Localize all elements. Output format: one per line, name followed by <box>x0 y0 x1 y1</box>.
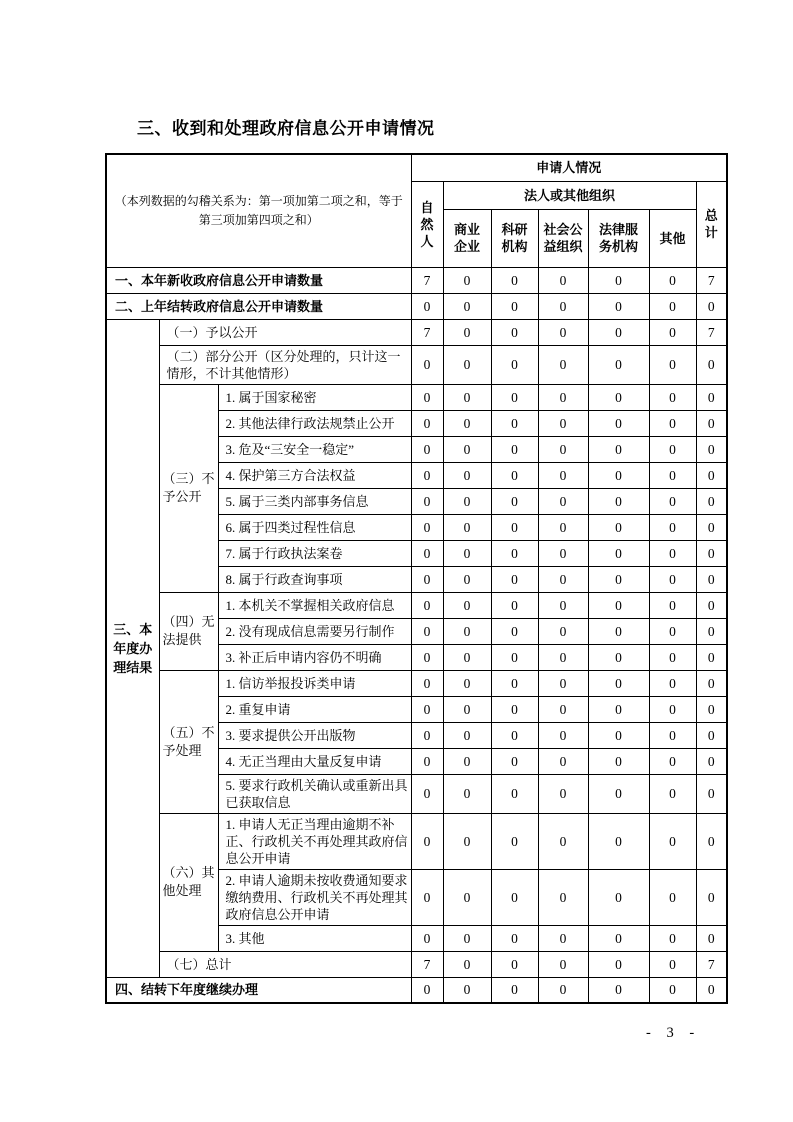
value-cell: 0 <box>588 722 649 748</box>
value-cell: 0 <box>649 977 696 1003</box>
col-header-research-label: 科研机构 <box>501 222 528 254</box>
value-cell: 0 <box>491 813 538 869</box>
value-cell: 0 <box>588 293 649 319</box>
value-cell: 0 <box>411 618 443 644</box>
table-note: （本列数据的勾稽关系为：第一项加第二项之和，等于第三项加第四项之和） <box>106 154 411 267</box>
value-cell: 0 <box>491 925 538 951</box>
item-label: 5. 属于三类内部事务信息 <box>218 488 411 514</box>
value-cell: 0 <box>538 293 588 319</box>
value-cell: 0 <box>588 462 649 488</box>
col-header-legal-org: 法人或其他组织 <box>443 181 696 209</box>
value-cell: 0 <box>491 592 538 618</box>
value-cell: 0 <box>538 436 588 462</box>
value-cell: 0 <box>443 696 491 722</box>
value-cell: 0 <box>649 540 696 566</box>
item-label: 1. 属于国家秘密 <box>218 384 411 410</box>
value-cell: 0 <box>649 696 696 722</box>
value-cell: 0 <box>443 644 491 670</box>
value-cell: 0 <box>491 540 538 566</box>
item-label: 8. 属于行政查询事项 <box>218 566 411 592</box>
value-cell: 0 <box>538 951 588 977</box>
value-cell: 0 <box>538 566 588 592</box>
table-row <box>106 592 727 618</box>
value-cell: 0 <box>443 869 491 925</box>
col-header-commercial-label: 商业企业 <box>453 222 480 254</box>
value-cell: 0 <box>696 462 727 488</box>
table-row <box>106 813 727 869</box>
value-cell: 0 <box>649 514 696 540</box>
value-cell: 0 <box>443 319 491 345</box>
col-header-commercial <box>443 209 491 267</box>
value-cell: 0 <box>588 670 649 696</box>
value-cell: 0 <box>696 488 727 514</box>
col-header-natural-person-label: 自然人 <box>420 199 434 249</box>
item-label: 4. 保护第三方合法权益 <box>218 462 411 488</box>
value-cell: 0 <box>411 813 443 869</box>
value-cell: 0 <box>588 869 649 925</box>
value-cell: 0 <box>538 618 588 644</box>
value-cell: 0 <box>491 566 538 592</box>
value-cell: 0 <box>649 319 696 345</box>
value-cell: 0 <box>588 267 649 293</box>
value-cell: 0 <box>649 774 696 813</box>
value-cell: 0 <box>696 644 727 670</box>
col-header-other: 其他 <box>649 209 696 267</box>
value-cell: 0 <box>538 410 588 436</box>
value-cell: 0 <box>649 813 696 869</box>
value-cell: 0 <box>649 748 696 774</box>
value-cell: 0 <box>443 813 491 869</box>
value-cell: 0 <box>588 748 649 774</box>
value-cell: 0 <box>588 540 649 566</box>
value-cell: 0 <box>491 618 538 644</box>
item-label: 3. 其他 <box>218 925 411 951</box>
value-cell: 7 <box>411 951 443 977</box>
value-cell: 0 <box>491 670 538 696</box>
value-cell: 0 <box>443 951 491 977</box>
value-cell: 0 <box>649 618 696 644</box>
value-cell: 0 <box>443 540 491 566</box>
value-cell: 0 <box>696 869 727 925</box>
value-cell: 0 <box>538 592 588 618</box>
value-cell: 0 <box>491 722 538 748</box>
value-cell: 0 <box>491 774 538 813</box>
value-cell: 0 <box>588 345 649 384</box>
value-cell: 0 <box>443 410 491 436</box>
group-label-results: 三、本年度办理结果 <box>106 319 159 977</box>
value-cell: 0 <box>696 514 727 540</box>
value-cell: 0 <box>443 345 491 384</box>
row-label-new-requests: 一、本年新收政府信息公开申请数量 <box>106 267 411 293</box>
col-header-natural-person <box>411 181 443 267</box>
value-cell: 0 <box>443 670 491 696</box>
value-cell: 0 <box>491 869 538 925</box>
value-cell: 0 <box>696 384 727 410</box>
value-cell: 0 <box>696 592 727 618</box>
value-cell: 0 <box>443 722 491 748</box>
value-cell: 0 <box>443 436 491 462</box>
item-label: 3. 危及“三安全一稳定” <box>218 436 411 462</box>
col-header-legal-service <box>588 209 649 267</box>
value-cell: 0 <box>538 813 588 869</box>
item-label: 2. 其他法律行政法规禁止公开 <box>218 410 411 436</box>
col-header-total-label: 总计 <box>704 208 718 240</box>
col-header-public-welfare <box>538 209 588 267</box>
value-cell: 0 <box>443 514 491 540</box>
value-cell: 0 <box>649 592 696 618</box>
value-cell: 0 <box>411 462 443 488</box>
info-request-table <box>105 153 728 1004</box>
value-cell: 0 <box>538 540 588 566</box>
value-cell: 0 <box>696 748 727 774</box>
value-cell: 0 <box>443 293 491 319</box>
value-cell: 0 <box>538 345 588 384</box>
value-cell: 0 <box>411 977 443 1003</box>
row-label-carryover-next: 四、结转下年度继续办理 <box>106 977 411 1003</box>
value-cell: 0 <box>588 592 649 618</box>
table-row <box>106 293 727 319</box>
value-cell: 0 <box>538 748 588 774</box>
value-cell: 0 <box>538 644 588 670</box>
value-cell: 0 <box>491 514 538 540</box>
value-cell: 0 <box>649 345 696 384</box>
value-cell: 0 <box>696 540 727 566</box>
item-label: 6. 属于四类过程性信息 <box>218 514 411 540</box>
value-cell: 0 <box>538 670 588 696</box>
section-label-s5: （五）不予处理 <box>159 670 218 813</box>
value-cell: 0 <box>538 267 588 293</box>
value-cell: 0 <box>588 566 649 592</box>
value-cell: 0 <box>588 774 649 813</box>
value-cell: 0 <box>443 267 491 293</box>
value-cell: 0 <box>696 293 727 319</box>
value-cell: 0 <box>443 774 491 813</box>
value-cell: 7 <box>696 951 727 977</box>
item-label: 2. 申请人逾期未按收费通知要求缴纳费用、行政机关不再处理其政府信息公开申请 <box>218 869 411 925</box>
value-cell: 0 <box>491 345 538 384</box>
value-cell: 0 <box>696 722 727 748</box>
item-label: 3. 补正后申请内容仍不明确 <box>218 644 411 670</box>
value-cell: 0 <box>696 436 727 462</box>
section-label-s7: （七）总计 <box>159 951 411 977</box>
value-cell: 0 <box>491 644 538 670</box>
value-cell: 0 <box>411 345 443 384</box>
value-cell: 0 <box>538 514 588 540</box>
value-cell: 7 <box>411 319 443 345</box>
value-cell: 0 <box>588 696 649 722</box>
value-cell: 0 <box>696 618 727 644</box>
table-row <box>106 977 727 1003</box>
value-cell: 0 <box>649 267 696 293</box>
value-cell: 0 <box>696 696 727 722</box>
value-cell: 0 <box>649 462 696 488</box>
item-label: 2. 重复申请 <box>218 696 411 722</box>
table-row <box>106 384 727 410</box>
value-cell: 0 <box>538 384 588 410</box>
value-cell: 0 <box>491 951 538 977</box>
value-cell: 0 <box>411 696 443 722</box>
value-cell: 0 <box>588 514 649 540</box>
value-cell: 0 <box>411 722 443 748</box>
table-row <box>106 319 727 345</box>
item-label: 3. 要求提供公开出版物 <box>218 722 411 748</box>
row-label-carryover-prev: 二、上年结转政府信息公开申请数量 <box>106 293 411 319</box>
value-cell: 0 <box>538 925 588 951</box>
value-cell: 0 <box>411 540 443 566</box>
value-cell: 0 <box>411 774 443 813</box>
value-cell: 0 <box>443 488 491 514</box>
value-cell: 0 <box>538 488 588 514</box>
value-cell: 0 <box>588 436 649 462</box>
value-cell: 0 <box>649 869 696 925</box>
value-cell: 0 <box>649 644 696 670</box>
item-label: 1. 申请人无正当理由逾期不补正、行政机关不再处理其政府信息公开申请 <box>218 813 411 869</box>
value-cell: 0 <box>443 977 491 1003</box>
value-cell: 7 <box>411 267 443 293</box>
value-cell: 0 <box>491 436 538 462</box>
section-label-s1: （一）予以公开 <box>159 319 411 345</box>
col-header-applicant: 申请人情况 <box>411 154 727 181</box>
value-cell: 0 <box>588 618 649 644</box>
value-cell: 0 <box>538 722 588 748</box>
value-cell: 0 <box>411 488 443 514</box>
table-row <box>106 670 727 696</box>
value-cell: 7 <box>696 319 727 345</box>
value-cell: 0 <box>696 774 727 813</box>
value-cell: 0 <box>411 644 443 670</box>
table-row <box>106 345 727 384</box>
value-cell: 0 <box>649 488 696 514</box>
value-cell: 0 <box>588 410 649 436</box>
col-header-legal-service-label: 法律服务机构 <box>598 222 638 254</box>
page-number: - 3 - <box>646 1025 701 1041</box>
value-cell: 0 <box>696 925 727 951</box>
value-cell: 0 <box>538 977 588 1003</box>
value-cell: 0 <box>411 293 443 319</box>
value-cell: 0 <box>411 670 443 696</box>
value-cell: 0 <box>491 293 538 319</box>
value-cell: 0 <box>443 618 491 644</box>
value-cell: 0 <box>411 869 443 925</box>
value-cell: 0 <box>649 384 696 410</box>
value-cell: 0 <box>649 951 696 977</box>
value-cell: 0 <box>588 384 649 410</box>
item-label: 1. 本机关不掌握相关政府信息 <box>218 592 411 618</box>
col-header-total <box>696 181 727 267</box>
value-cell: 0 <box>538 696 588 722</box>
value-cell: 0 <box>588 319 649 345</box>
value-cell: 0 <box>443 462 491 488</box>
section-label-s6: （六）其他处理 <box>159 813 218 951</box>
section-label-s4: （四）无法提供 <box>159 592 218 670</box>
value-cell: 0 <box>649 925 696 951</box>
value-cell: 0 <box>588 644 649 670</box>
value-cell: 0 <box>588 925 649 951</box>
value-cell: 0 <box>443 384 491 410</box>
item-label: 1. 信访举报投诉类申请 <box>218 670 411 696</box>
value-cell: 0 <box>491 977 538 1003</box>
value-cell: 0 <box>538 869 588 925</box>
value-cell: 0 <box>696 670 727 696</box>
value-cell: 0 <box>491 410 538 436</box>
value-cell: 0 <box>696 813 727 869</box>
value-cell: 0 <box>491 384 538 410</box>
table-row <box>106 267 727 293</box>
value-cell: 0 <box>411 410 443 436</box>
value-cell: 0 <box>588 977 649 1003</box>
value-cell: 0 <box>491 748 538 774</box>
section-label-s2: （二）部分公开（区分处理的，只计这一情形，不计其他情形） <box>159 345 411 384</box>
value-cell: 0 <box>443 925 491 951</box>
value-cell: 0 <box>649 670 696 696</box>
value-cell: 0 <box>649 410 696 436</box>
value-cell: 7 <box>696 267 727 293</box>
item-label: 2. 没有现成信息需要另行制作 <box>218 618 411 644</box>
value-cell: 0 <box>443 748 491 774</box>
value-cell: 0 <box>411 566 443 592</box>
item-label: 4. 无正当理由大量反复申请 <box>218 748 411 774</box>
value-cell: 0 <box>491 696 538 722</box>
value-cell: 0 <box>411 514 443 540</box>
col-header-public-welfare-label: 社会公益组织 <box>543 222 583 254</box>
value-cell: 0 <box>696 977 727 1003</box>
value-cell: 0 <box>411 436 443 462</box>
value-cell: 0 <box>696 566 727 592</box>
value-cell: 0 <box>696 345 727 384</box>
value-cell: 0 <box>491 267 538 293</box>
item-label: 7. 属于行政执法案卷 <box>218 540 411 566</box>
value-cell: 0 <box>411 925 443 951</box>
value-cell: 0 <box>588 813 649 869</box>
col-header-research <box>491 209 538 267</box>
value-cell: 0 <box>649 566 696 592</box>
value-cell: 0 <box>491 319 538 345</box>
value-cell: 0 <box>588 951 649 977</box>
value-cell: 0 <box>411 384 443 410</box>
value-cell: 0 <box>538 462 588 488</box>
value-cell: 0 <box>411 592 443 618</box>
value-cell: 0 <box>649 722 696 748</box>
item-label: 5. 要求行政机关确认或重新出具已获取信息 <box>218 774 411 813</box>
value-cell: 0 <box>538 774 588 813</box>
value-cell: 0 <box>696 410 727 436</box>
value-cell: 0 <box>538 319 588 345</box>
value-cell: 0 <box>443 592 491 618</box>
value-cell: 0 <box>588 488 649 514</box>
table-row <box>106 951 727 977</box>
section-label-s3: （三）不予公开 <box>159 384 218 592</box>
page-title: 三、收到和处理政府信息公开申请情况 <box>137 119 435 138</box>
value-cell: 0 <box>443 566 491 592</box>
value-cell: 0 <box>649 436 696 462</box>
value-cell: 0 <box>649 293 696 319</box>
value-cell: 0 <box>491 488 538 514</box>
value-cell: 0 <box>491 462 538 488</box>
value-cell: 0 <box>411 748 443 774</box>
